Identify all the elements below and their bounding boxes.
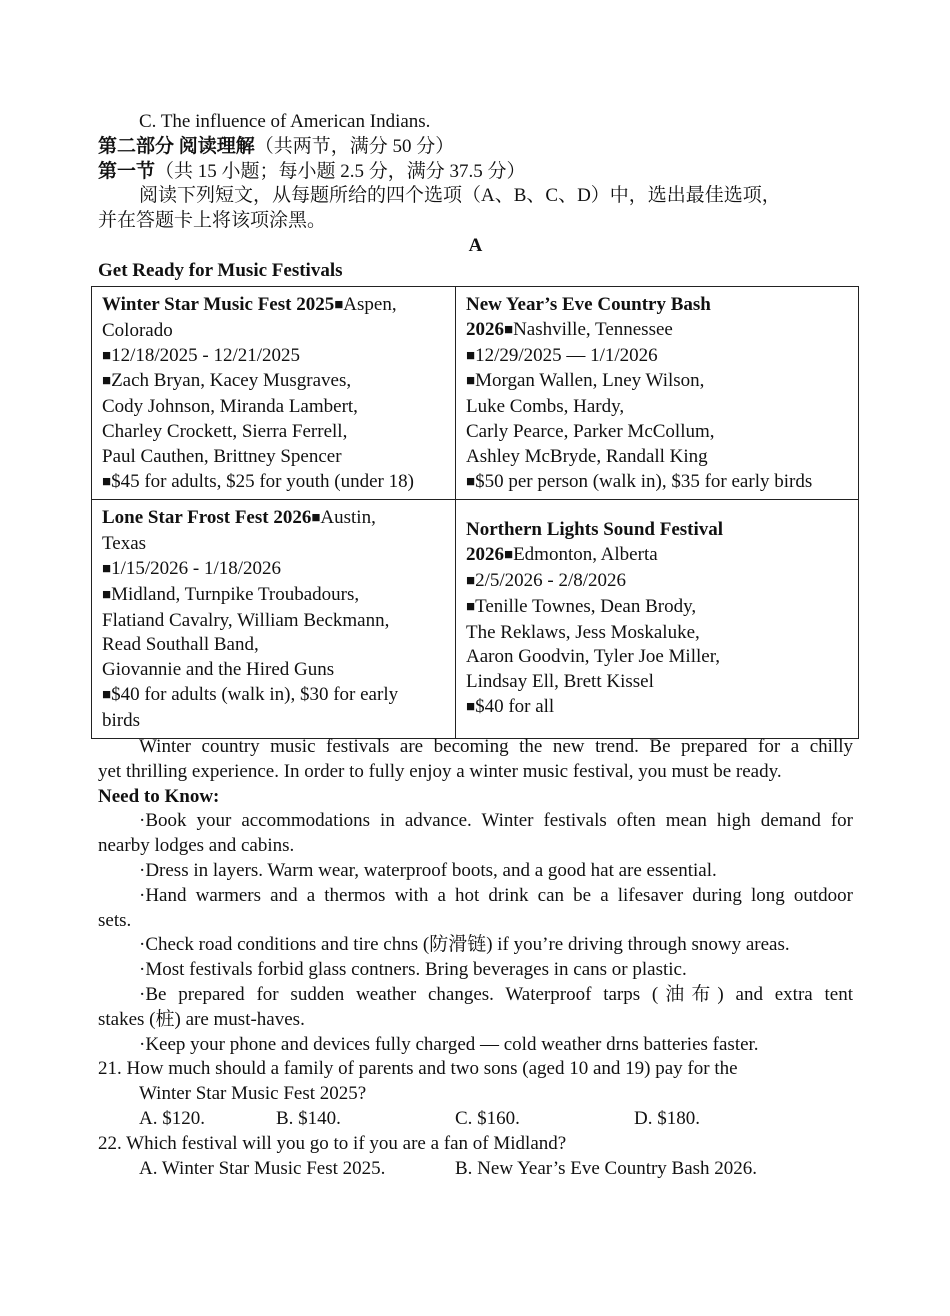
festival-table: [91, 286, 859, 739]
festival-dates: 12/29/2025 — 1/1/2026: [475, 344, 658, 366]
festival-name: Lone Star Frost Fest 2026: [102, 507, 312, 529]
question-21-stem: 21. How much should a family of parents and two sons (aged 10 and 19) pay for the: [98, 1058, 738, 1080]
festival-location: Austin,: [320, 507, 376, 529]
option-a[interactable]: A. $120.: [139, 1107, 205, 1129]
festival-dates: 2/5/2026 - 2/8/2026: [475, 569, 627, 591]
festival-artists: Read Southall Band,: [102, 634, 259, 656]
festival-price: $45 for adults, $25 for youth (under 18): [111, 470, 414, 492]
festival-dates: 1/15/2026 - 1/18/2026: [111, 557, 282, 579]
festival-artists: Giovannie and the Hired Guns: [102, 659, 335, 681]
tip-line: nearby lodges and cabins.: [98, 835, 295, 857]
question-21-stem-cont: Winter Star Music Fest 2025?: [139, 1083, 367, 1105]
option-c[interactable]: C. $160.: [455, 1107, 520, 1129]
festival-name: Winter Star Music Fest 2025: [102, 294, 335, 315]
festival-artists: Charley Crockett, Sierra Ferrell,: [102, 420, 348, 442]
festival-location: Nashville, Tennessee: [513, 318, 673, 340]
table-row: [92, 287, 859, 500]
festival-artists: Carly Pearce, Parker McCollum,: [466, 420, 715, 442]
festival-location: Edmonton, Alberta: [513, 544, 658, 566]
festival-artists: Morgan Wallen, Lney Wilson,: [475, 370, 705, 392]
festival-artists: Tenille Townes, Dean Brody,: [475, 595, 697, 617]
question-22-options: [98, 1157, 853, 1182]
festival-location: Aspen,: [343, 294, 397, 315]
festival-location-cont: Texas: [102, 533, 147, 555]
paragraph-line: Winter country music festivals are becoming the new trend. Be prepared for a chilly: [139, 736, 853, 757]
intro-block: [98, 110, 853, 284]
festival-price-cont: birds: [102, 709, 140, 731]
festival-cell-lone-star: Lone Star Frost Fest 2026■Austin, Texas ■1/15/2026 - 1/18/2026 ■Midland, Turnpike Troubadours, Flatiand Cavalry, William Beckmann, Read Southall Band, Giovannie and the Hired Guns ■$40 for adults (walk in), $30 for early birds: [92, 500, 456, 738]
option-b[interactable]: B. $140.: [276, 1107, 341, 1129]
passage-body: [98, 735, 853, 1181]
festival-price: $50 per person (walk in), $35 for early birds: [475, 470, 813, 492]
festival-artists: Cody Johnson, Miranda Lambert,: [102, 396, 358, 418]
tip-line: ·Hand warmers and a thermos with a hot drink can be a lifesaver during long outdoor: [139, 884, 853, 906]
tip-line: ·Be prepared for sudden weather changes. Waterproof tarps (油布) and extra tent: [139, 983, 853, 1005]
tip-line: ·Dress in layers. Warm wear, waterproof boots, and a good hat are essential.: [139, 859, 717, 881]
festival-name: Northern Lights Sound Festival: [466, 519, 724, 541]
question-22-stem: 22. Which festival will you go to if you are a fan of Midland?: [98, 1132, 567, 1154]
tip-line: stakes (桩) are must-haves.: [98, 1008, 305, 1030]
passage-letter: A: [468, 234, 483, 256]
paragraph-line: yet thrilling experience. In order to fully enjoy a winter music festival, you must be ready.: [98, 760, 782, 782]
instruction-line-1: 阅读下列短文，从每题所给的四个选项（A、B、C、D）中，选出最佳选项，: [139, 185, 781, 207]
previous-option-c: C. The influence of American Indians.: [139, 111, 431, 132]
table-row: [92, 500, 859, 738]
festival-price: $40 for all: [475, 695, 555, 717]
festival-artists: The Reklaws, Jess Moskaluke,: [466, 621, 700, 643]
festival-artists: Luke Combs, Hardy,: [466, 396, 625, 418]
tip-line: sets.: [98, 909, 132, 931]
festival-artists: Aaron Goodvin, Tyler Joe Miller,: [466, 646, 721, 668]
section-one-heading: [98, 160, 853, 185]
festival-location-cont: Colorado: [102, 319, 173, 341]
option-a[interactable]: A. Winter Star Music Fest 2025.: [139, 1157, 386, 1179]
part-title: 第二部分 阅读理解: [98, 135, 255, 157]
festival-artists: Midland, Turnpike Troubadours,: [111, 583, 360, 605]
section-title: 第一节: [98, 160, 156, 182]
question-21-options: [98, 1107, 853, 1132]
festival-name-cont: 2026: [466, 544, 504, 566]
tip-line: ·Most festivals forbid glass contners. Bring beverages in cans or plastic.: [139, 959, 687, 981]
section-title-detail: （共 15 小题；每小题 2.5 分，满分 37.5 分）: [155, 160, 526, 182]
festival-cell-winter-star: Winter Star Music Fest 2025■Aspen, Colorado ■12/18/2025 - 12/21/2025 ■Zach Bryan, Kacey Musgraves, Cody Johnson, Miranda Lambert, Charley Crockett, Sierra Ferrell, Paul Cauthen, Brittney Spencer ■$45 for adults, $25 for youth (under 18): [92, 287, 456, 500]
tip-line: ·Keep your phone and devices fully charged — cold weather drns batteries faster.: [139, 1033, 759, 1055]
festival-name: New Year’s Eve Country Bash: [466, 294, 711, 315]
tip-line: ·Book your accommodations in advance. Winter festivals often mean high demand for: [139, 810, 853, 832]
part-title-detail: （共两节，满分 50 分）: [254, 135, 455, 157]
instruction-line-2: 并在答题卡上将该项涂黑。: [98, 210, 327, 232]
festival-cell-northern-lights: Northern Lights Sound Festival 2026■Edmonton, Alberta ■2/5/2026 - 2/8/2026 ■Tenille Townes, Dean Brody, The Reklaws, Jess Moskaluke, Aaron Goodvin, Tyler Joe Miller, Lindsay Ell, Brett Kissel ■$40 for all: [456, 500, 859, 738]
tip-line: ·Check road conditions and tire chns (防滑链) if you’re driving through snowy areas.: [139, 934, 790, 956]
passage-title: Get Ready for Music Festivals: [98, 259, 343, 281]
festival-artists: Paul Cauthen, Brittney Spencer: [102, 445, 342, 467]
festival-cell-new-years-eve: New Year’s Eve Country Bash 2026■Nashville, Tennessee ■12/29/2025 — 1/1/2026 ■Morgan Wallen, Lney Wilson, Luke Combs, Hardy, Carly Pearce, Parker McCollum, Ashley McBryde, Randall King ■$50 per person (walk in), $35 for early birds: [456, 287, 859, 500]
festival-artists: Lindsay Ell, Brett Kissel: [466, 671, 654, 693]
festival-artists: Flatiand Cavalry, William Beckmann,: [102, 609, 390, 631]
option-d[interactable]: D. $180.: [634, 1107, 700, 1129]
festival-name-cont: 2026: [466, 318, 504, 340]
festival-dates: 12/18/2025 - 12/21/2025: [111, 344, 301, 366]
festival-artists: Zach Bryan, Kacey Musgraves,: [111, 370, 352, 392]
option-b[interactable]: B. New Year’s Eve Country Bash 2026.: [455, 1157, 758, 1179]
part-two-heading: [98, 135, 853, 160]
need-to-know-heading: Need to Know:: [98, 785, 220, 807]
festival-price: $40 for adults (walk in), $30 for early: [111, 683, 399, 705]
festival-artists: Ashley McBryde, Randall King: [466, 445, 708, 467]
